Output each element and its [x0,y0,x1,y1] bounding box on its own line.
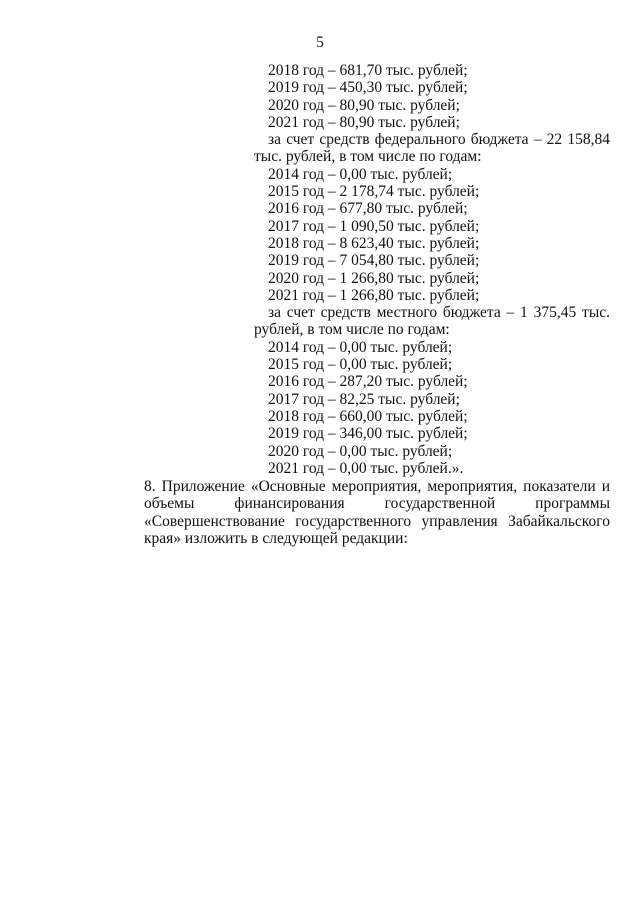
year-line: 2020 год – 0,00 тыс. рублей; [268,442,453,460]
year-line: 2017 год – 82,25 тыс. рублей; [268,390,460,408]
year-line: 2015 год – 2 178,74 тыс. рублей; [268,183,480,201]
year-line: 2019 год – 7 054,80 тыс. рублей; [268,252,480,270]
year-line: 2016 год – 677,80 тыс. рублей; [268,200,468,218]
year-line: 2019 год – 346,00 тыс. рублей; [268,425,468,443]
page-number: 5 [316,34,324,51]
year-line: 2021 год – 1 266,80 тыс. рублей; [268,286,480,304]
year-line: 2014 год – 0,00 тыс. рублей; [268,338,453,356]
year-line: 2018 год – 681,70 тыс. рублей; [268,62,468,79]
paragraph-8 [116,478,610,547]
year-line: 2020 год – 1 266,80 тыс. рублей; [268,269,480,287]
federal-budget-intro-cont: тыс. рублей, в том числе по годам: [254,148,482,166]
paragraph-8-text: 8. Приложение «Основные мероприятия, мероприятия, показатели и объемы финансирования государственной программы «Совершенствование государственного управления Забайкальского края» изложить в следующей редакции: [144,478,610,547]
year-line: 2020 год – 80,90 тыс. рублей; [268,96,460,114]
year-line: 2021 год – 80,90 тыс. рублей; [268,113,460,131]
year-line: 2014 год – 0,00 тыс. рублей; [268,165,453,183]
local-budget-intro: за счет средств местного бюджета – 1 375,45 тыс. [268,304,610,322]
year-line: 2018 год – 660,00 тыс. рублей; [268,407,468,425]
year-line: 2021 год – 0,00 тыс. рублей.». [268,459,464,477]
financing-block [254,62,610,477]
federal-budget-intro: за счет средств федерального бюджета – 22 158,84 [268,131,610,149]
year-line: 2016 год – 287,20 тыс. рублей; [268,373,468,391]
local-budget-intro-cont: рублей, в том числе по годам: [254,321,450,339]
year-line: 2019 год – 450,30 тыс. рублей; [268,79,468,97]
year-line: 2015 год – 0,00 тыс. рублей; [268,356,453,374]
year-line: 2018 год – 8 623,40 тыс. рублей; [268,234,480,252]
year-line: 2017 год – 1 090,50 тыс. рублей; [268,217,480,235]
